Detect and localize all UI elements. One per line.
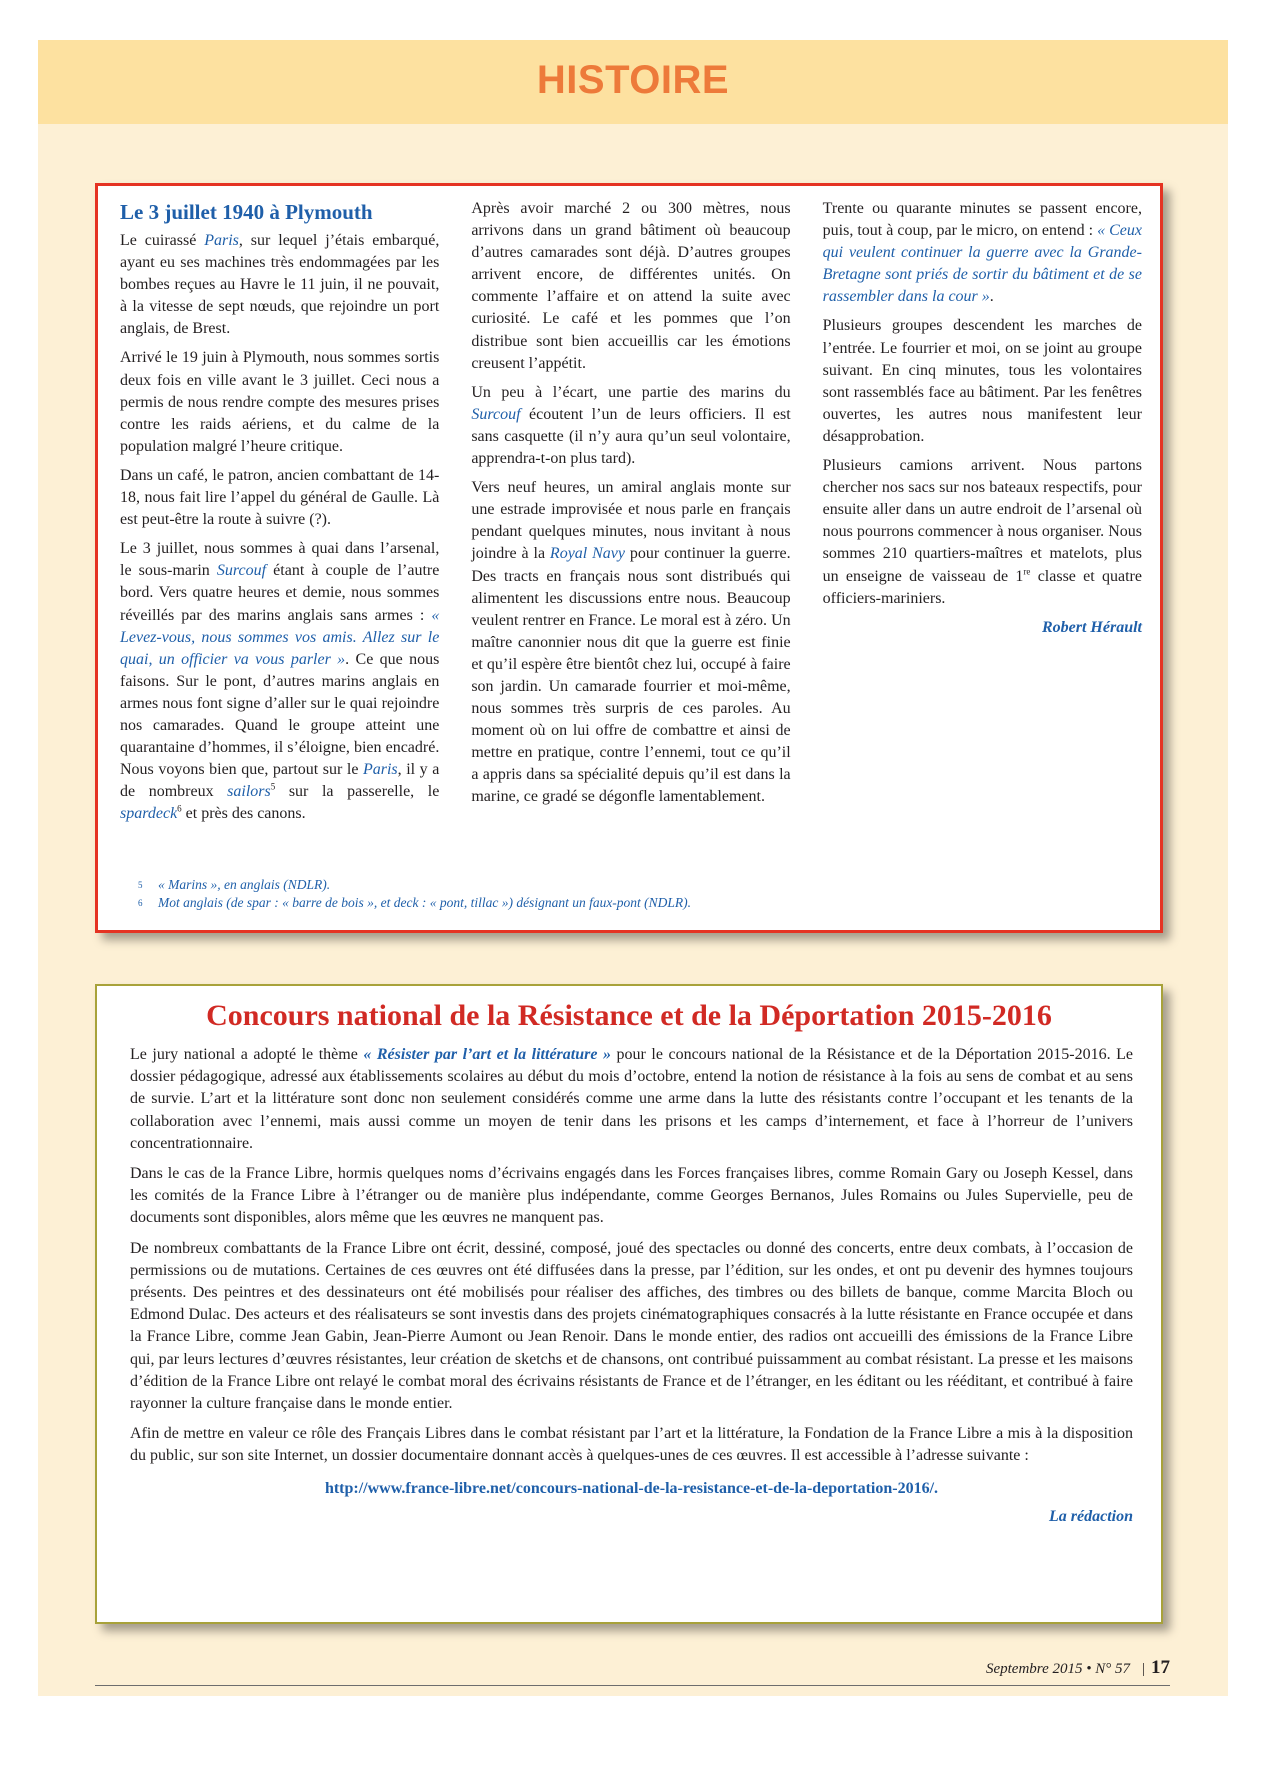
paragraph-8: Trente ou quarante minutes se passent encore, puis, tout à coup, par le micro, on entend : « Ceux qui veulent continuer la guerre avec la Grande-Bretagne sont priés de sortir du bâtiment et de se rassembler dans la cour ». [822,200,1142,306]
ship-name-paris: Paris [362,761,398,779]
paragraph-4: Le 3 juillet, nous sommes à quai dans l’arsenal, le sous-marin Surcouf étant à couple de l’autre bord. Vers quatre heures et demie, nous sommes réveillés par des marins anglais sans armes : « Levez-vous, nous sommes vos amis. Allez sur le quai, un officier va vous parler ». Ce que nous faisons. Sur le pont, d’autres marins anglais en armes nous font signe d’aller sur le quai rejoindre nos camarades. Quand le groupe atteint une quarantaine d’hommes, il s’éloigne, bien encadré. Nous voyons bien que, partout sur le Paris, il y a de nombreux sailors$^5$ sur la passerelle, le spardeck$^6$ et près des canons. [120,540,440,823]
paragraph-1: Le cuirassé Paris, sur lequel j’étais embarqué, ayant eu ses machines très endommagées par les bombes reçues au Havre le 11 juin, il ne pouvait, à la vitesse de sept nœuds, que rejoindre un port anglais, de Brest. [120,232,440,338]
ship-name-surcouf: Surcouf [216,562,267,580]
footer-separator: | [1141,1661,1145,1677]
paragraph-7: Vers neuf heures, un amiral anglais monte sur une estrade improvisée et nous parle en français pendant quelques minutes, nous invitant à nous joindre à la Royal Navy pour continuer la guerre. Des tracts en français nous sont distribués qui alimentent les discussions entre nous. Beaucoup veulent rentrer en France. Le moral est à zéro. Un maître canonnier nous dit que la guerre est finie et qu’il espère être bientôt chez lui, occupé à faire son jardin. Un camarade fourrier et moi-même, nous sommes très surpris de ces paroles. Au moment où on lui offre de combattre et ainsi de mettre en pratique, contre l’ennemi, tout ce qu’il a appris dans sa spécialité depuis qu’il est dans la marine, ce gradé se dégonfle lamentablement. [471,479,791,806]
article-title: Le 3 juillet 1940 à Plymouth [120,200,373,224]
article-columns [120,198,1142,854]
concours-body [130,1044,1133,1528]
article-concours [95,984,1163,1624]
ship-name-surcouf: Surcouf [471,405,521,423]
paragraph-2: Arrivé le 19 juin à Plymouth, nous sommes sortis deux fois en ville avant le 3 juillet. Ceci nous a permis de nous rendre compte des mesures prises contre les raids aériens, et du calme de la population malgré l’heure critique. [120,349,440,455]
issue-info: Septembre 2015 • N° 57 [985,1661,1130,1677]
footnote-6: 6 Mot anglais (de spar : « barre de bois », et deck : « pont, tillac ») désignant un faux-pont (NDLR). [138,895,692,910]
term-royal-navy: Royal Navy [549,545,625,563]
paragraph-6: Un peu à l’écart, une partie des marins du Surcouf écoutent l’un de leurs officiers. Il est sans casquette (il n’y aura qu’un seul volontaire, apprendra-t-on plus tard). [471,383,791,468]
paragraph-5: Après avoir marché 2 ou 300 mètres, nous arrivons dans un grand bâtiment où beaucoup d’autres camarades sont déjà. D’autres groupes arrivent encore, de différentes unités. On commente l’affaire et on attend la suite avec curiosité. Le café et les pommes que l’on distribue sont bien accueillis car les émotions creusent l’appétit. [471,200,791,372]
footnote-ref-6: 6 [177,804,182,815]
paragraph-10: Plusieurs camions arrivent. Nous partons chercher nos sacs sur nos bateaux respectifs, pour ensuite aller dans un autre endroit de l’arsenal où nous pourrons commencer à nous organiser. Nous sommes 210 quartiers-maîtres et matelots, plus un enseigne de vaisseau de 1re classe et quatre officiers-mariniers. [822,457,1142,607]
article-plymouth [95,183,1163,933]
paragraph-3: Dans un café, le patron, ancien combattant de 14-18, nous fait lire l’appel du général de Gaulle. Là est peut-être la route à suivre (?). [120,466,440,529]
paragraph-9: Plusieurs groupes descendent les marches de l’entrée. Le fourrier et moi, on se joint au groupe suivant. En cinq minutes, tous les volontaires sont rassemblés face au bâtiment. Par les fenêtres ouvertes, les autres nous manifestent leur désapprobation. [822,317,1142,445]
paragraph-4: Afin de mettre en valeur ce rôle des Français Libres dans le combat résistant par l’art et la littérature, la Fondation de la France Libre a mis à la disposition du public, sur son site Internet, un dossier documentaire donnant accès à quelques-unes de ces œuvres. Il est accessible à l’adresse suivante : [130,1425,1133,1465]
page-number: 17 [1151,1657,1170,1678]
footnotes [138,876,1138,912]
ship-name-paris: Paris [204,232,239,249]
footer-rule [95,1685,1170,1686]
paragraph-2: Dans le cas de la France Libre, hormis quelques noms d’écrivains engagés dans les Forces françaises libres, comme Romain Gary ou Joseph Kessel, dans les comités de la France Libre à l’étranger ou de manière plus indépendante, comme Georges Bernanos, Jules Romains ou Jules Supervielle, peu de documents sont disponibles, alors même que les œuvres ne manquent pas. [130,1165,1133,1227]
page-footer [820,1658,1170,1679]
concours-title: Concours national de la Résistance et de la Déportation 2015-2016 [206,999,1052,1032]
paragraph-1: Le jury national a adopté le thème « Résister par l’art et la littérature » pour le concours national de la Résistance et de la Déportation 2015-2016. Le dossier pédagogique, adressé aux établissements scolaires au début du mois d’octobre, entend la notion de résistance à la fois au sens de combat et au sens de survie. L’art et la littérature sont donc non seulement considérés comme une arme dans la lutte des résistants contre l’occupant et les tenants de la collaboration avec l’ennemi, mais aussi comme un moyen de tenir dans les prisons et les camps d’internement, et face à l’horreur de l’univers concentrationnaire. [130,1046,1134,1152]
section-title: HISTOIRE [536,58,730,102]
concours-signature: La rédaction [1049,1507,1133,1525]
footnote-ref-5: 5 [270,781,276,792]
theme-quote: « Résister par l’art et la littérature » [363,1046,611,1063]
term-spardeck: spardeck [120,805,178,823]
article-signature: Robert Hérault [1041,618,1142,636]
quote-levez-vous: « Levez-vous, nous sommes vos amis. Allez sur le quai, un officier va vous parler » [120,606,440,668]
footnote-5: 5 « Marins », en anglais (NDLR). [138,877,331,892]
term-sailors: sailors [227,783,271,801]
quote-loudspeaker: « Ceux qui veulent continuer la guerre avec la Grande-Bretagne sont priés de sortir du bâtiment et de se rassembler dans la cour » [822,222,1142,306]
dossier-url-link[interactable]: http://www.france-libre.net/concours-national-de-la-resistance-et-de-la-deportation-2016/. [324,1479,939,1497]
paragraph-3: De nombreux combattants de la France Libre ont écrit, dessiné, composé, joué des spectacles ou donné des concerts, entre deux combats, à l’occasion de permissions ou de mutations. Certaines de ces œuvres ont été diffusées dans la presse, par l’édition, sur les ondes, et ont pu devenir des hymnes toujours présents. Des peintres et des dessinateurs ont été mobilisés pour réaliser des affiches, des timbres ou des billets de banque, comme Marcita Bloch ou Edmond Dulac. Des acteurs et des réalisateurs se sont investis dans des projets cinématographiques consacrés à la lutte résistante en France occupée et dans la France Libre, comme Jean Gabin, Jean-Pierre Aumont ou Jean Renoir. Dans le monde entier, des radios ont accueilli des émissions de la France Libre qui, par leurs lectures d’œuvres résistantes, leur création de sketchs et de chansons, ont contribué puissamment au combat résistant. La presse et les maisons d’édition de la France Libre ont relayé le combat moral des écrivains résistants de France et de l’étranger, en les éditant ou les rééditant, et contribué à faire rayonner la culture française dans le monde entier. [130,1239,1133,1413]
